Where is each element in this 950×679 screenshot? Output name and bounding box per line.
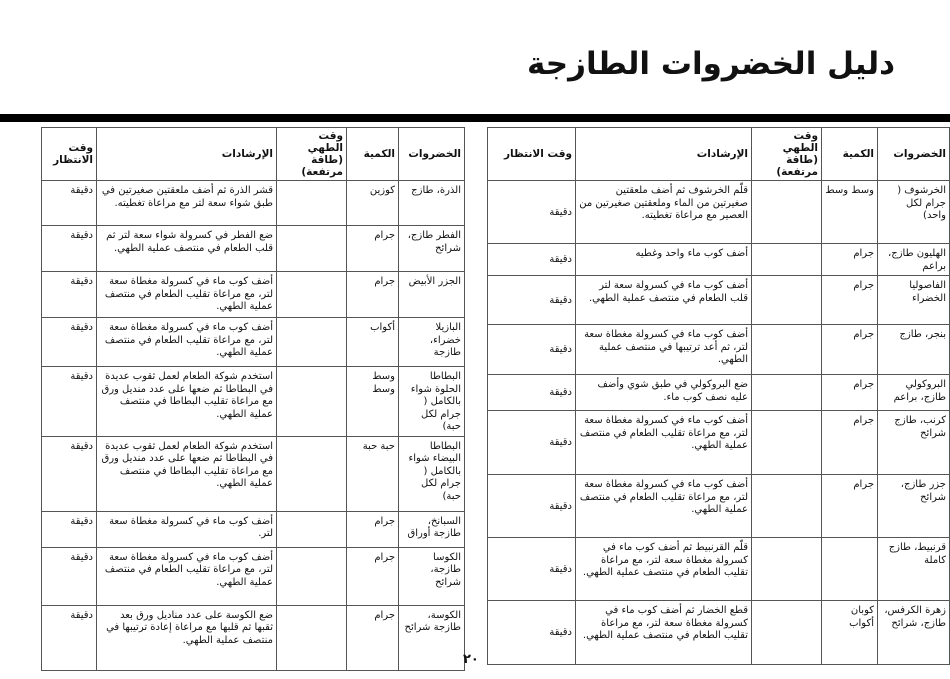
- cell-vegetable: جزر طازج، شرائح: [878, 475, 950, 538]
- table-row: [488, 244, 950, 276]
- table-row: [488, 538, 950, 601]
- cell-cook-time: [752, 475, 822, 538]
- cell-vegetable: الخرشوف ( جرام لكل واحد): [878, 181, 950, 244]
- cell-quantity: كوبان أكواب: [822, 601, 878, 665]
- cell-cook-time: [277, 511, 347, 547]
- cell-instructions: أضف كوب ماء في كسرولة مغطاة سعة لتر، مع مراعاة تقليب الطعام في منتصف عملية الطهي.: [97, 547, 277, 605]
- table-row: [42, 605, 465, 670]
- cell-vegetable: الهليون طازج، براعم: [878, 244, 950, 276]
- cell-vegetable: الجزر الأبيض: [399, 272, 465, 318]
- header-instructions: الإرشادات: [97, 128, 277, 181]
- cell-cook-time: [277, 605, 347, 670]
- table-row: [42, 367, 465, 437]
- cell-quantity: جرام: [822, 411, 878, 475]
- cell-quantity: وسط وسط: [822, 181, 878, 244]
- cell-vegetable: قرنبيط، طازج كاملة: [878, 538, 950, 601]
- cell-quantity: حبة حبة: [347, 436, 399, 511]
- cell-quantity: جرام: [347, 605, 399, 670]
- cell-instructions: ضع البروكولي في طبق شوي وأضف عليه نصف كوب ماء.: [576, 375, 752, 411]
- cell-vegetable: بنجر، طازج: [878, 325, 950, 375]
- table-row: [42, 272, 465, 318]
- header-wait-time: وقت الانتظار: [42, 128, 97, 181]
- cell-instructions: قلّم القرنبيط ثم أضف كوب ماء في كسرولة مغطاة سعة لتر، مع مراعاة تقليب الطعام في منتصف عملية الطهي.: [576, 538, 752, 601]
- cell-quantity: [822, 538, 878, 601]
- cell-quantity: جرام: [822, 475, 878, 538]
- cell-instructions: أضف كوب ماء واحد وغطيه: [576, 244, 752, 276]
- cell-instructions: أضف كوب ماء في كسرولة مغطاة سعة لتر، مع مراعاة تقليب الطعام في منتصف عملية الطهي.: [97, 272, 277, 318]
- cell-vegetable: الذرة، طازج: [399, 181, 465, 226]
- cell-quantity: جرام: [347, 547, 399, 605]
- table-row: [488, 325, 950, 375]
- header-wait-time: وقت الانتظار: [488, 128, 576, 181]
- table-row: [42, 226, 465, 272]
- table-row: [42, 318, 465, 367]
- header-quantity: الكمية: [822, 128, 878, 181]
- header-cook-time: وقت الطهي (طاقة مرتفعة): [277, 128, 347, 181]
- cell-instructions: قلّم الخرشوف ثم أضف ملعقتين صغيرتين من الماء وملعقتين صغيرتين من العصير مع مراعاة تغطيته.: [576, 181, 752, 244]
- cell-wait-time: دقيقة: [488, 475, 576, 538]
- cell-cook-time: [277, 436, 347, 511]
- cell-instructions: ضع الفطر في كسرولة شواء سعة لتر ثم قلب الطعام في منتصف عملية الطهي.: [97, 226, 277, 272]
- vegetable-guide-table-left: [41, 127, 465, 671]
- cell-cook-time: [752, 325, 822, 375]
- table-header-row: [488, 128, 950, 181]
- cell-quantity: جرام: [822, 276, 878, 325]
- cell-cook-time: [277, 367, 347, 437]
- table-row: [42, 547, 465, 605]
- cell-cook-time: [277, 226, 347, 272]
- cell-vegetable: الفاصوليا الخضراء: [878, 276, 950, 325]
- cell-quantity: أكواب: [347, 318, 399, 367]
- cell-wait-time: دقيقة: [488, 411, 576, 475]
- table-row: [488, 181, 950, 244]
- header-vegetable: الخضروات: [878, 128, 950, 181]
- cell-instructions: أضف كوب ماء في كسرولة مغطاة سعة لتر، مع مراعاة تقليب الطعام في منتصف عملية الطهي.: [97, 318, 277, 367]
- header-vegetable: الخضروات: [399, 128, 465, 181]
- cell-vegetable: البازيلا خضراء، طازجة: [399, 318, 465, 367]
- cell-cook-time: [752, 276, 822, 325]
- cell-vegetable: البطاطا الحلوة شواء بالكامل ( جرام لكل حبة): [399, 367, 465, 437]
- cell-vegetable: البروكولي طازج، براعم: [878, 375, 950, 411]
- cell-cook-time: [752, 375, 822, 411]
- cell-vegetable: البطاطا البيضاء شواء بالكامل ( جرام لكل حبة): [399, 436, 465, 511]
- vegetable-guide-table-right: [487, 127, 950, 665]
- cell-vegetable: الكوسة، طازجة شرائح: [399, 605, 465, 670]
- cell-quantity: جرام: [822, 325, 878, 375]
- cell-quantity: كوزين: [347, 181, 399, 226]
- cell-wait-time: دقيقة: [42, 511, 97, 547]
- page-title: دليل الخضروات الطازجة: [526, 46, 895, 82]
- cell-cook-time: [752, 244, 822, 276]
- cell-wait-time: دقيقة: [488, 375, 576, 411]
- table-row: [488, 411, 950, 475]
- cell-instructions: استخدم شوكة الطعام لعمل ثقوب عديدة في البطاطا ثم ضعها على عدد منديل ورق مع مراعاة تقليب البطاطا في منتصف عملية الطهي.: [97, 436, 277, 511]
- cell-instructions: قطع الخضار ثم أضف كوب ماء في كسرولة مغطاة سعة لتر، مع مراعاة تقليب الطعام في منتصف عملية الطهي.: [576, 601, 752, 665]
- cell-wait-time: دقيقة: [42, 226, 97, 272]
- cell-wait-time: دقيقة: [488, 181, 576, 244]
- cell-quantity: جرام: [347, 272, 399, 318]
- cell-cook-time: [752, 538, 822, 601]
- cell-quantity: جرام: [822, 375, 878, 411]
- table-header-row: [42, 128, 465, 181]
- cell-quantity: جرام: [347, 511, 399, 547]
- cell-wait-time: دقيقة: [488, 601, 576, 665]
- cell-cook-time: [277, 547, 347, 605]
- cell-instructions: أضف كوب ماء في كسرولة سعة لتر قلب الطعام في منتصف عملية الطهي.: [576, 276, 752, 325]
- cell-wait-time: دقيقة: [42, 605, 97, 670]
- cell-vegetable: السبانخ، طازجة أوراق: [399, 511, 465, 547]
- cell-vegetable: زهرة الكرفس، طازج، شرائح: [878, 601, 950, 665]
- table-row: [42, 181, 465, 226]
- cell-cook-time: [752, 601, 822, 665]
- cell-wait-time: دقيقة: [42, 367, 97, 437]
- header-instructions: الإرشادات: [576, 128, 752, 181]
- cell-vegetable: الكوسا طازجة، شرائح: [399, 547, 465, 605]
- cell-wait-time: دقيقة: [42, 436, 97, 511]
- table-row: [488, 601, 950, 665]
- cell-instructions: أضف كوب ماء في كسرولة مغطاة سعة لتر.: [97, 511, 277, 547]
- cell-vegetable: الفطر طازج، شرائح: [399, 226, 465, 272]
- cell-wait-time: دقيقة: [488, 244, 576, 276]
- cell-cook-time: [752, 411, 822, 475]
- cell-cook-time: [277, 272, 347, 318]
- cell-wait-time: دقيقة: [42, 547, 97, 605]
- cell-quantity: جرام: [822, 244, 878, 276]
- cell-wait-time: دقيقة: [42, 272, 97, 318]
- table-row: [42, 436, 465, 511]
- header-rule: [0, 114, 950, 122]
- cell-wait-time: دقيقة: [42, 318, 97, 367]
- page-number: ٢٠: [463, 652, 479, 667]
- cell-vegetable: كرنب، طازج شرائح: [878, 411, 950, 475]
- cell-wait-time: دقيقة: [488, 325, 576, 375]
- cell-instructions: استخدم شوكة الطعام لعمل ثقوب عديدة في البطاطا ثم ضعها على عدد منديل ورق مع مراعاة تقليب البطاطا في منتصف عملية الطهي.: [97, 367, 277, 437]
- cell-wait-time: دقيقة: [488, 538, 576, 601]
- table-row: [488, 475, 950, 538]
- table-row: [488, 276, 950, 325]
- cell-quantity: جرام: [347, 226, 399, 272]
- header-cook-time: وقت الطهي (طاقة مرتفعة): [752, 128, 822, 181]
- cell-instructions: أضف كوب ماء في كسرولة مغطاة سعة لتر، ثم أعد ترتيبها في منتصف عملية الطهي.: [576, 325, 752, 375]
- table-row: [488, 375, 950, 411]
- cell-instructions: أضف كوب ماء في كسرولة مغطاة سعة لتر، مع مراعاة تقليب الطعام في منتصف عملية الطهي.: [576, 411, 752, 475]
- table-row: [42, 511, 465, 547]
- header-quantity: الكمية: [347, 128, 399, 181]
- cell-wait-time: دقيقة: [42, 181, 97, 226]
- cell-cook-time: [277, 318, 347, 367]
- cell-instructions: ضع الكوسة على عدد مناديل ورق بعد ثقبها ثم قلبها مع مراعاة إعادة ترتيبها في منتصف عملية الطهي.: [97, 605, 277, 670]
- cell-instructions: أضف كوب ماء في كسرولة مغطاة سعة لتر، مع مراعاة تقليب الطعام في منتصف عملية الطهي.: [576, 475, 752, 538]
- cell-cook-time: [752, 181, 822, 244]
- cell-quantity: وسط وسط: [347, 367, 399, 437]
- cell-wait-time: دقيقة: [488, 276, 576, 325]
- cell-instructions: قشر الذرة ثم أضف ملعقتين صغيرتين في طبق شواء سعة لتر مع مراعاة تغطيته.: [97, 181, 277, 226]
- cell-cook-time: [277, 181, 347, 226]
